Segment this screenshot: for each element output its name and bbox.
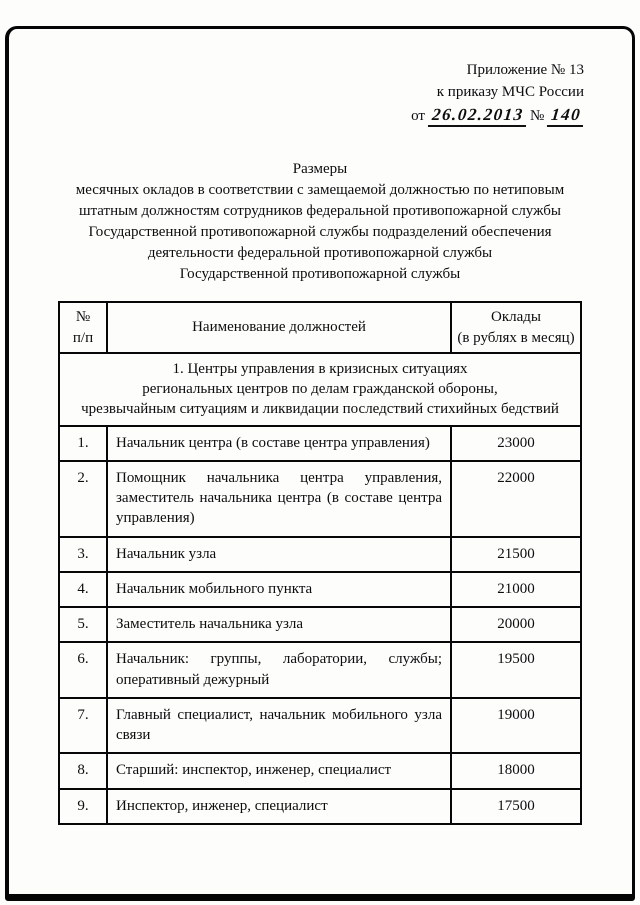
salary-value: 18000	[451, 753, 581, 788]
section-line: 1. Центры управления в кризисных ситуациях	[172, 360, 468, 377]
salary-value: 20000	[451, 607, 581, 642]
column-header-number: № п/п	[59, 302, 107, 353]
order-date-line	[0, 106, 584, 128]
appendix-label: Приложение № 13	[466, 62, 584, 78]
position-title: Начальник: группы, лаборатории, службы; оперативный дежурный	[107, 642, 451, 698]
salary-value: 17500	[451, 789, 581, 824]
salary-table	[58, 301, 582, 825]
table-row	[59, 426, 581, 461]
salary-value: 23000	[451, 426, 581, 461]
number-sign: №	[529, 107, 545, 124]
table-row	[59, 698, 581, 754]
row-number: 3.	[59, 537, 107, 572]
section-header	[59, 353, 581, 426]
position-title: Старший: инспектор, инженер, специалист	[107, 753, 451, 788]
title-line: месячных окладов в соответствии с замещаемой должностью по нетиповым	[75, 182, 565, 199]
salary-value: 22000	[451, 461, 581, 537]
row-number: 8.	[59, 753, 107, 788]
position-title: Начальник мобильного пункта	[107, 572, 451, 607]
row-number: 9.	[59, 789, 107, 824]
order-date-handwritten: 26.02.2013	[428, 106, 528, 127]
from-label: от	[411, 107, 425, 124]
section-header-row	[59, 353, 581, 426]
column-header-position: Наименование должностей	[107, 302, 451, 353]
order-reference: к приказу МЧС России	[436, 83, 584, 100]
table-row	[59, 461, 581, 537]
salary-value: 19500	[451, 642, 581, 698]
title-line: штатным должностям сотрудников федеральной противопожарной службы	[79, 203, 561, 220]
order-number-handwritten: 140	[547, 106, 585, 127]
salary-value: 21000	[451, 572, 581, 607]
row-number: 4.	[59, 572, 107, 607]
table-row	[59, 607, 581, 642]
table-row	[59, 537, 581, 572]
title-line: деятельности федеральной противопожарной службы	[147, 245, 493, 262]
document-title	[0, 159, 640, 285]
section-line: чрезвычайным ситуациям и ликвидации последствий стихийных бедствий	[81, 401, 559, 418]
title-line: Государственной противопожарной службы	[179, 266, 461, 283]
appendix-header	[0, 60, 640, 127]
row-number: 5.	[59, 607, 107, 642]
column-header-salary: Оклады (в рублях в месяц)	[451, 302, 581, 353]
table-row	[59, 753, 581, 788]
row-number: 6.	[59, 642, 107, 698]
position-title: Начальник центра (в составе центра управления)	[107, 426, 451, 461]
salary-value: 21500	[451, 537, 581, 572]
table-row	[59, 789, 581, 824]
table-header-row	[59, 302, 581, 353]
row-number: 7.	[59, 698, 107, 754]
position-title: Инспектор, инженер, специалист	[107, 789, 451, 824]
position-title: Главный специалист, начальник мобильного узла связи	[107, 698, 451, 754]
section-line: региональных центров по делам гражданской обороны,	[142, 381, 498, 397]
position-title: Помощник начальника центра управления, заместитель начальника центра (в составе центра управления)	[107, 461, 451, 537]
title-line: Размеры	[292, 161, 348, 178]
salary-value: 19000	[451, 698, 581, 754]
title-line: Государственной противопожарной службы подразделений обеспечения	[88, 224, 552, 241]
table-row	[59, 642, 581, 698]
position-title: Заместитель начальника узла	[107, 607, 451, 642]
row-number: 2.	[59, 461, 107, 537]
position-title: Начальник узла	[107, 537, 451, 572]
table-row	[59, 572, 581, 607]
row-number: 1.	[59, 426, 107, 461]
